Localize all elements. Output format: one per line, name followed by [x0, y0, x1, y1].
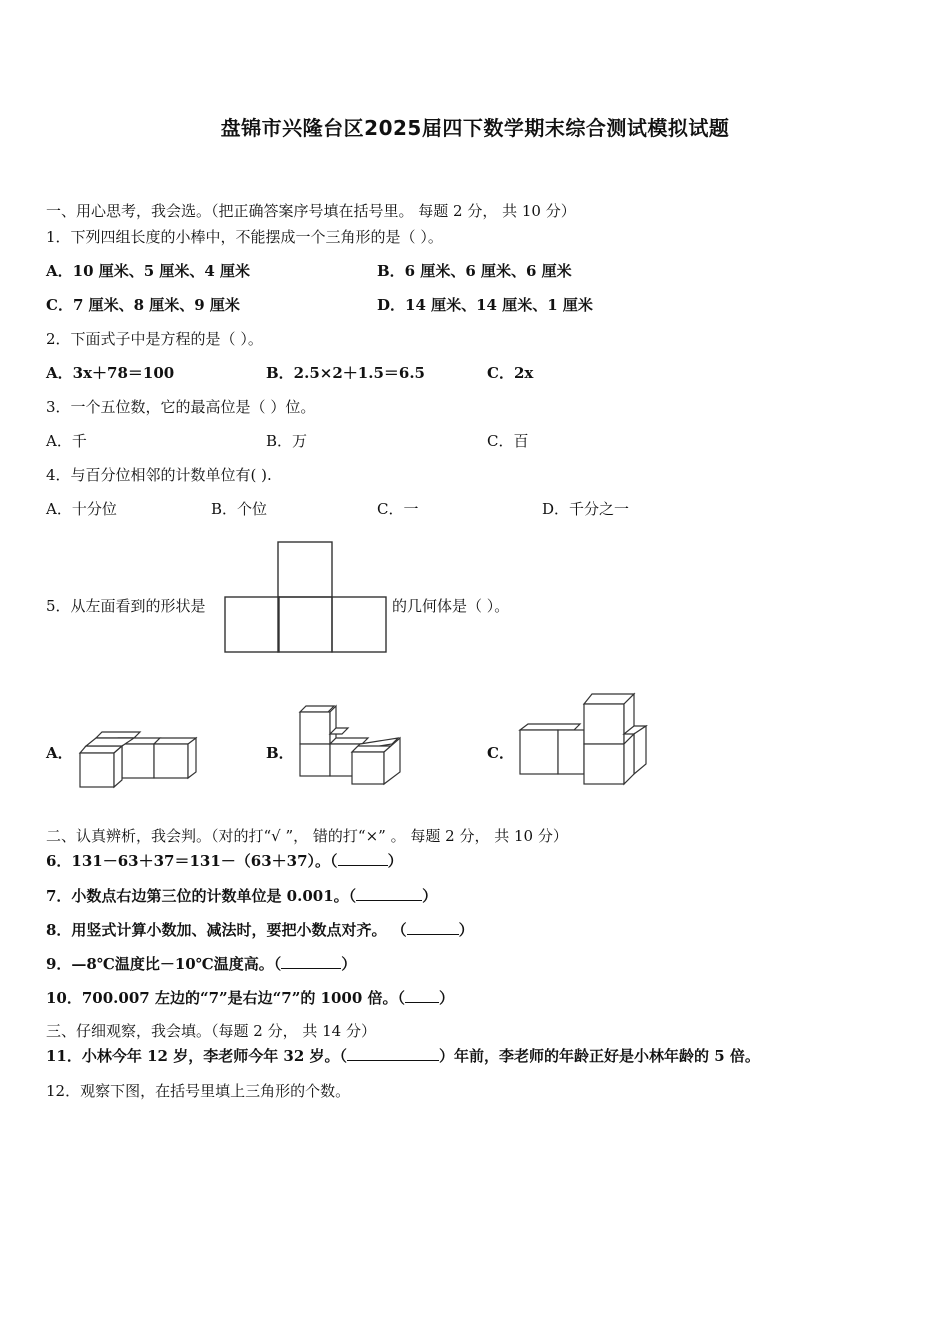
q9-answer-blank[interactable] [281, 954, 341, 969]
q2-stem: 2．下面式子中是方程的是（ ）。 [46, 330, 263, 348]
q2-option-c[interactable]: C．2x [487, 364, 534, 382]
q4-option-c[interactable]: C．一 [377, 500, 419, 518]
q6-text: 6．131－63＋37＝131－（63＋37）。（ [46, 852, 338, 870]
q1-option-a[interactable]: A．10 厘米、5 厘米、4 厘米 [46, 262, 251, 280]
q5-stem-after: 的几何体是（ ）。 [392, 597, 510, 615]
q10-line [46, 988, 454, 1008]
q1-option-d[interactable]: D．14 厘米、14 厘米、1 厘米 [377, 296, 593, 314]
q9-close: ） [341, 955, 357, 973]
q8-close: ） [458, 921, 474, 939]
q6-answer-blank[interactable] [338, 851, 388, 866]
q7-text: 7．小数点右边第三位的计数单位是 0.001。（ [46, 887, 357, 905]
section2-heading: 二、认真辨析，我会判。（对的打“√ ”， 错的打“×” 。 每题 2 分， 共 10 分） [46, 827, 568, 845]
q3-option-b[interactable]: B．万 [266, 432, 308, 450]
q5-option-a-figure[interactable] [78, 726, 200, 790]
q11-answer-blank[interactable] [347, 1046, 439, 1061]
q1-stem: 1．下列四组长度的小棒中，不能摆成一个三角形的是（ ）。 [46, 228, 443, 246]
page-title: 盘锦市兴隆台区2025届四下数学期末综合测试模拟试题 [220, 116, 730, 140]
q2-option-a[interactable]: A．3x＋78＝100 [46, 364, 175, 382]
q11-text: 11．小林今年 12 岁，李老师今年 32 岁。（ [46, 1047, 348, 1065]
q10-answer-blank[interactable] [405, 988, 439, 1003]
q5-stem-before: 5．从左面看到的形状是 [46, 597, 206, 615]
q11-line [46, 1046, 760, 1066]
q5-option-c-label[interactable]: C． [487, 744, 514, 762]
q10-text: 10．700.007 左边的“7”是右边“7”的 1000 倍。（ [46, 989, 406, 1007]
q8-text: 8．用竖式计算小数加、减法时，要把小数点对齐。 （ [46, 921, 407, 939]
q7-close: ） [422, 887, 438, 905]
q4-option-b[interactable]: B．个位 [211, 500, 268, 518]
q4-stem: 4．与百分位相邻的计数单位有( ). [46, 466, 272, 484]
q4-option-d[interactable]: D．千分之一 [542, 500, 630, 518]
q1-option-b[interactable]: B．6 厘米、6 厘米、6 厘米 [377, 262, 572, 280]
q9-line [46, 954, 356, 974]
q1-option-c[interactable]: C．7 厘米、8 厘米、9 厘米 [46, 296, 240, 314]
q9-text: 9．—8℃温度比－10℃温度高。（ [46, 955, 282, 973]
section3-heading: 三、仔细观察，我会填。（每题 2 分， 共 14 分） [46, 1022, 376, 1040]
q10-close: ） [439, 989, 455, 1007]
q2-option-b[interactable]: B．2.5×2＋1.5＝6.5 [266, 364, 425, 382]
q8-answer-blank[interactable] [407, 920, 459, 935]
q6-line [46, 851, 403, 871]
q11-close: ）年前，李老师的年龄正好是小林年龄的 5 倍。 [439, 1047, 760, 1065]
q3-option-c[interactable]: C．百 [487, 432, 529, 450]
q3-stem: 3．一个五位数，它的最高位是（ ）位。 [46, 398, 316, 416]
q3-option-a[interactable]: A．千 [46, 432, 87, 450]
q5-option-b-label[interactable]: B． [266, 744, 294, 762]
q5-option-c-figure[interactable] [518, 692, 648, 788]
section1-heading: 一、用心思考，我会选。（把正确答案序号填在括号里。 每题 2 分， 共 10 分） [46, 202, 576, 220]
q5-option-b-figure[interactable] [298, 704, 404, 790]
q4-option-a[interactable]: A．十分位 [46, 500, 117, 518]
q7-answer-blank[interactable] [356, 886, 422, 901]
q6-close: ） [387, 852, 403, 870]
q5-option-a-label[interactable]: A． [46, 744, 73, 762]
q8-line [46, 920, 474, 940]
q7-line [46, 886, 437, 906]
q5-left-view-figure [224, 541, 388, 653]
q12-text: 12．观察下图，在括号里填上三角形的个数。 [46, 1082, 351, 1100]
